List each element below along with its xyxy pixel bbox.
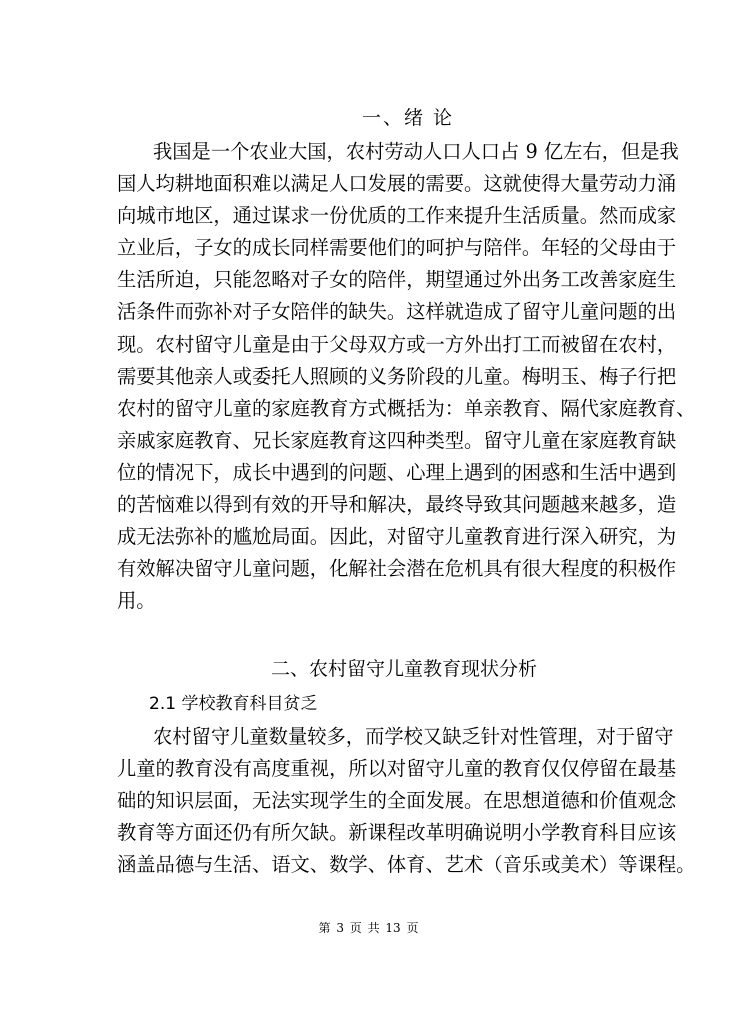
text-line: 的苦恼难以得到有效的开导和解决，最终导致其问题越来越多，造: [117, 493, 677, 517]
section-1-title: 一、绪 论: [362, 107, 455, 129]
text-line: 活条件而弥补对子女陪伴的缺失。这样就造成了留守儿童问题的出: [117, 300, 677, 324]
text-line: 现。农村留守儿童是由于父母双方或一方外出打工而被留在农村，: [117, 332, 677, 356]
text-line: 有效解决留守儿童问题，化解社会潜在危机具有很大程度的积极作: [117, 557, 677, 581]
text-line: 儿童的教育没有高度重视，所以对留守儿童的教育仅仅停留在最基: [117, 757, 677, 781]
text-line: 向城市地区，通过谋求一份优质的工作来提升生活质量。然而成家: [117, 204, 677, 228]
text-line: 国人均耕地面积难以满足人口发展的需要。这就使得大量劳动力涌: [117, 172, 677, 196]
text-line: 位的情况下，成长中遇到的问题、心理上遇到的困惑和生活中遇到: [117, 460, 677, 484]
subsection-2-1-body: [117, 721, 696, 881]
text-line: 需要其他亲人或委托人照顾的义务阶段的儿童。梅明玉、梅子行把: [117, 364, 677, 388]
section-2-title: 二、农村留守儿童教育现状分析: [271, 658, 538, 680]
text-line: 亲戚家庭教育、兄长家庭教育这四种类型。留守儿童在家庭教育缺: [117, 428, 677, 452]
text-line: 涵盖品德与生活、语文、数学、体育、艺术（音乐或美术）等课程。: [117, 853, 696, 877]
page-number-footer: 第 3 页 共 13 页: [318, 921, 419, 935]
text-line: 生活所迫，只能忽略对子女的陪伴，期望通过外出务工改善家庭生: [117, 268, 677, 292]
text-line: 础的知识层面，无法实现学生的全面发展。在思想道德和价值观念: [117, 789, 677, 813]
text-line: 教育等方面还仍有所欠缺。新课程改革明确说明小学教育科目应该: [117, 821, 677, 845]
section-1-body: [117, 136, 696, 617]
text-line: 我国是一个农业大国，农村劳动人口人口占 9 亿左右，但是我: [153, 140, 679, 163]
text-line: 成无法弥补的尴尬局面。因此，对留守儿童教育进行深入研究，为: [117, 525, 677, 549]
text-line: 用。: [117, 589, 156, 613]
text-line: 农村留守儿童数量较多，而学校又缺乏针对性管理，对于留守: [153, 725, 674, 748]
text-line: 农村的留守儿童的家庭教育方式概括为：单亲教育、隔代家庭教育、: [117, 396, 696, 420]
subsection-2-1-title: 2.1 学校教育科目贫乏: [149, 694, 318, 714]
text-line: 立业后，子女的成长同样需要他们的呵护与陪伴。年轻的父母由于: [117, 236, 677, 260]
